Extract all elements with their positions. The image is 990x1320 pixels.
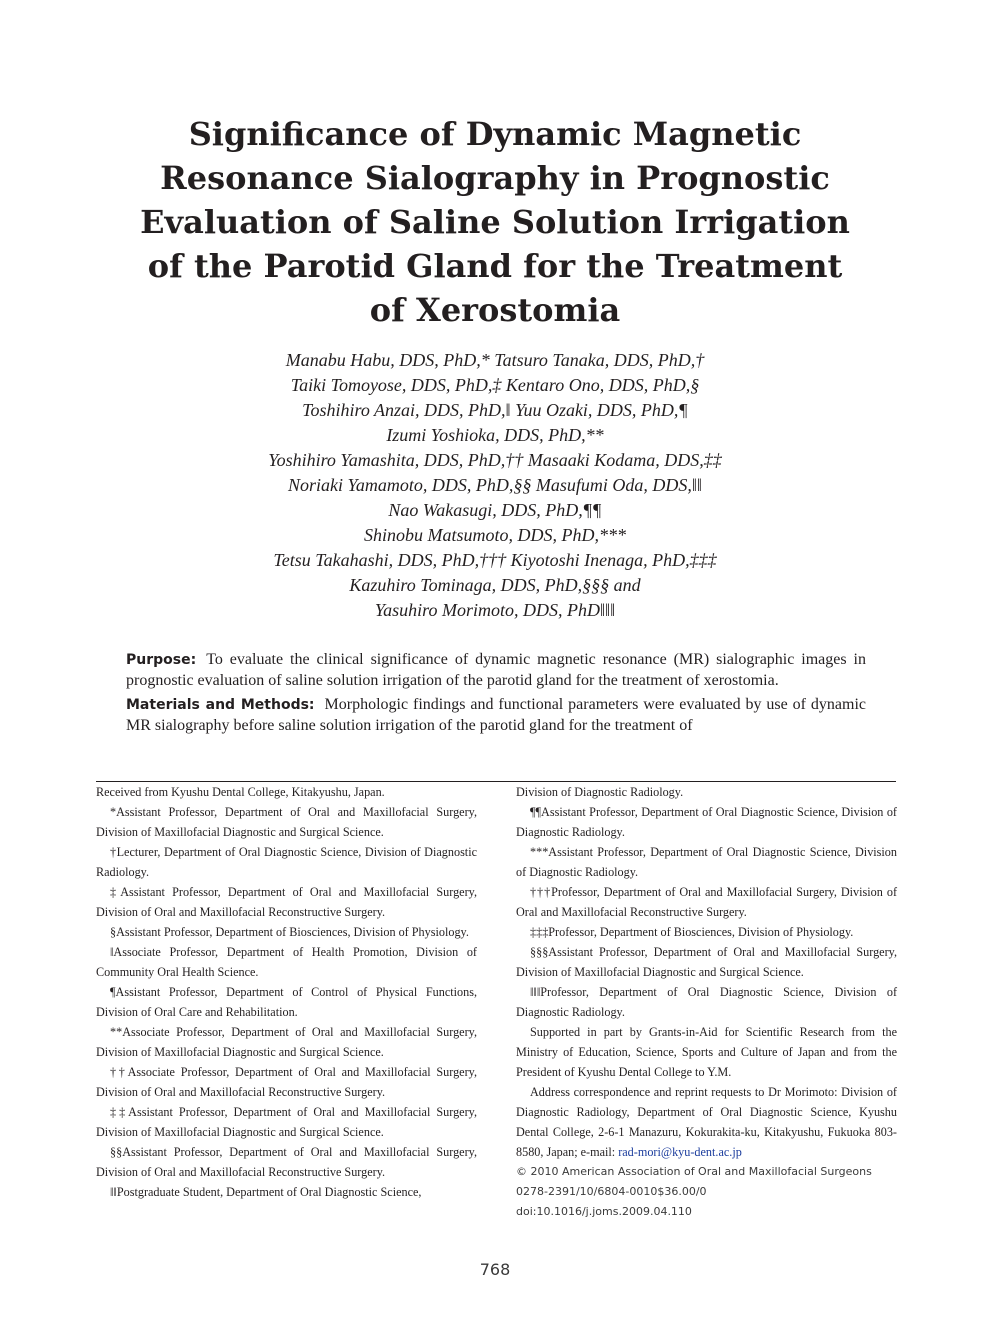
- title-line: of Xerostomia: [369, 291, 621, 329]
- author-line: Nao Wakasugi, DDS, PhD,¶¶: [388, 500, 602, 520]
- footnote-continuation: Division of Diagnostic Radiology.: [516, 785, 684, 799]
- title-line: of the Parotid Gland for the Treatment: [147, 247, 843, 285]
- funding-note: Supported in part by Grants-in-Aid for Scientific Research from the Ministry of Education, Science, Sports and Culture of Japan and from the President of Kyushu Dental College to Y.M.: [516, 1025, 897, 1079]
- footnote: ‖‖‖Professor, Department of Oral Diagnostic Science, Division of Diagnostic Radiology.: [516, 985, 897, 1019]
- footnote: ‖Associate Professor, Department of Health Promotion, Division of Community Oral Health Science.: [96, 945, 477, 979]
- footnotes-right-column: [516, 782, 897, 1222]
- title-line: Significance of Dynamic Magnetic: [188, 115, 802, 153]
- page-number: 768: [479, 1260, 511, 1279]
- footnote: †††Professor, Department of Oral and Maxillofacial Surgery, Division of Oral and Maxillofacial Reconstructive Surgery.: [516, 885, 897, 919]
- author-line: Yasuhiro Morimoto, DDS, PhD‖‖‖: [374, 600, 616, 620]
- footnote: ††Associate Professor, Department of Oral and Maxillofacial Surgery, Division of Oral and Maxillofacial Reconstructive Surgery.: [96, 1065, 477, 1099]
- footnote: ¶Assistant Professor, Department of Control of Physical Functions, Division of Oral Care and Rehabilitation.: [96, 985, 477, 1019]
- abstract-purpose: [126, 650, 866, 691]
- footnote: §Assistant Professor, Department of Biosciences, Division of Physiology.: [110, 925, 469, 939]
- purpose-text: To evaluate the clinical significance of dynamic magnetic resonance (MR) sialographic images in prognostic evaluation of saline solution irrigation of the parotid gland for the treatment of xerostomia.: [126, 651, 866, 689]
- purpose-label: Purpose:: [126, 652, 197, 668]
- author-line: Kazuhiro Tominaga, DDS, PhD,§§§ and: [349, 575, 641, 595]
- author-line: Toshihiro Anzai, DDS, PhD,‖ Yuu Ozaki, DDS, PhD,¶: [302, 400, 688, 420]
- copyright-line: © 2010 American Association of Oral and Maxillofacial Surgeons: [516, 1165, 872, 1178]
- author-line: Izumi Yoshioka, DDS, PhD,**: [386, 425, 604, 445]
- footnote: §§§Assistant Professor, Department of Oral and Maxillofacial Surgery, Division of Maxillofacial Diagnostic and Surgical Science.: [516, 945, 897, 979]
- footnotes-left-column: [96, 782, 477, 1202]
- footnote: Received from Kyushu Dental College, Kitakyushu, Japan.: [96, 785, 385, 799]
- author-line: Yoshihiro Yamashita, DDS, PhD,†† Masaaki Kodama, DDS,‡‡: [268, 450, 722, 470]
- article-title: [120, 112, 870, 332]
- author-line: Tetsu Takahashi, DDS, PhD,††† Kiyotoshi Inenaga, PhD,‡‡‡: [273, 550, 717, 570]
- footnote: ‡Assistant Professor, Department of Oral and Maxillofacial Surgery, Division of Oral and Maxillofacial Reconstructive Surgery.: [96, 885, 477, 919]
- footnote: †Lecturer, Department of Oral Diagnostic Science, Division of Diagnostic Radiology.: [96, 845, 477, 879]
- footnote: ‖‖Postgraduate Student, Department of Oral Diagnostic Science,: [110, 1185, 422, 1199]
- correspondence-note: [516, 1082, 897, 1162]
- abstract: [126, 650, 866, 740]
- footnote: ‡‡Assistant Professor, Department of Oral and Maxillofacial Surgery, Division of Maxillofacial Diagnostic and Surgical Science.: [96, 1105, 477, 1139]
- issn-line: 0278-2391/10/6804-0010$36.00/0: [516, 1185, 707, 1198]
- footnote: **Associate Professor, Department of Oral and Maxillofacial Surgery, Division of Maxillofacial Diagnostic and Surgical Science.: [96, 1025, 477, 1059]
- author-line: Taiki Tomoyose, DDS, PhD,‡ Kentaro Ono, DDS, PhD,§: [290, 375, 700, 395]
- footnote: §§Assistant Professor, Department of Oral and Maxillofacial Surgery, Division of Oral and Maxillofacial Reconstructive Surgery.: [96, 1145, 477, 1179]
- email-link[interactable]: rad-mori@kyu-dent.ac.jp: [618, 1145, 742, 1159]
- correspondence-address: Address correspondence and reprint requests to Dr Morimoto: Division of Diagnostic Radiology, Department of Oral Diagnostic Science, Kyushu Dental College, 2-6-1 Manazuru, Kokurakita-ku, Kitakyushu, Fukuoka 803-8580, Japan; e-mail:: [516, 1085, 897, 1159]
- title-line: Evaluation of Saline Solution Irrigation: [140, 203, 850, 241]
- footnote: ***Assistant Professor, Department of Oral Diagnostic Science, Division of Diagnostic Radiology.: [516, 845, 897, 879]
- doi-line[interactable]: doi:10.1016/j.joms.2009.04.110: [516, 1205, 692, 1218]
- author-list: [150, 348, 840, 623]
- title-line: Resonance Sialography in Prognostic: [160, 159, 830, 197]
- footnote: ¶¶Assistant Professor, Department of Oral Diagnostic Science, Division of Diagnostic Radiology.: [516, 805, 897, 839]
- footnote: ‡‡‡Professor, Department of Biosciences, Division of Physiology.: [530, 925, 854, 939]
- footnote: *Assistant Professor, Department of Oral and Maxillofacial Surgery, Division of Maxillofacial Diagnostic and Surgical Science.: [96, 805, 477, 839]
- abstract-methods: [126, 695, 866, 736]
- author-line: Shinobu Matsumoto, DDS, PhD,***: [364, 525, 626, 545]
- methods-text: Morphologic findings and functional parameters were evaluated by use of dynamic MR sialography before saline solution irrigation of the parotid gland for the treatment of: [126, 696, 866, 734]
- methods-label: Materials and Methods:: [126, 697, 315, 713]
- author-line: Manabu Habu, DDS, PhD,* Tatsuro Tanaka, DDS, PhD,†: [285, 350, 705, 370]
- author-line: Noriaki Yamamoto, DDS, PhD,§§ Masufumi Oda, DDS,‖‖: [288, 475, 702, 495]
